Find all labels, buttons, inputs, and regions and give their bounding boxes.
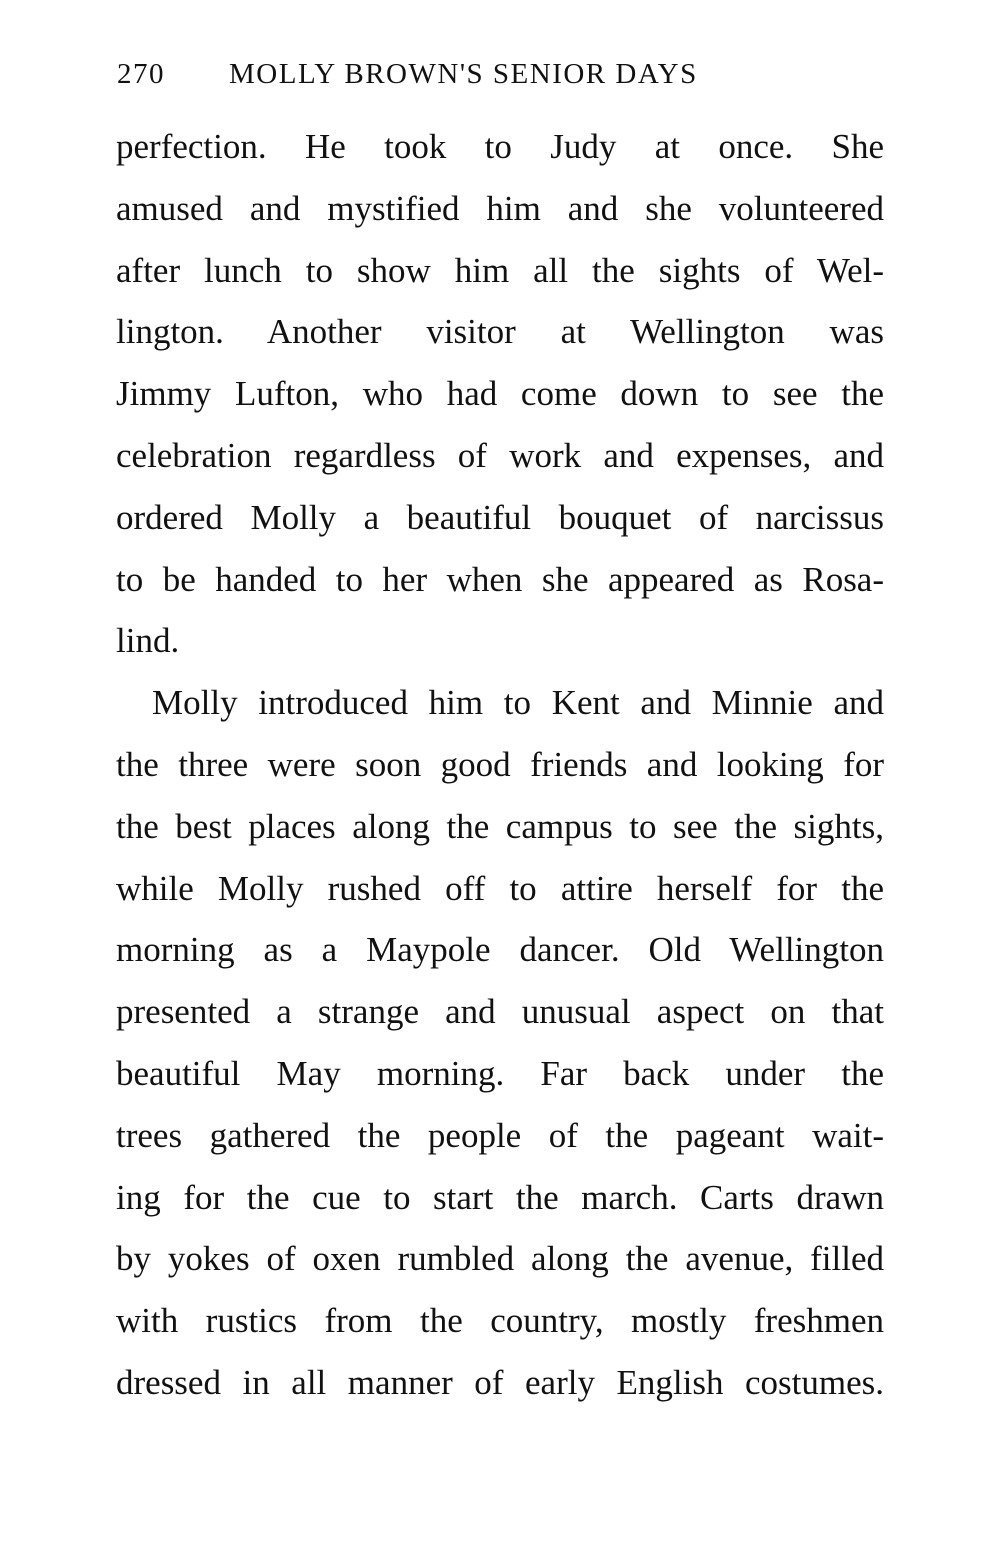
text-line: with rustics from the country, mostly freshmen bbox=[116, 1301, 884, 1341]
text-line: the three were soon good friends and looking for bbox=[116, 744, 884, 784]
body-text bbox=[116, 116, 884, 1414]
text-line: beautiful May morning. Far back under the bbox=[116, 1053, 884, 1093]
text-line: the best places along the campus to see the sights, bbox=[116, 806, 884, 846]
text-line: ing for the cue to start the march. Carts drawn bbox=[116, 1177, 884, 1217]
text-line: Jimmy Lufton, who had come down to see the bbox=[116, 374, 884, 414]
page-number: 270 bbox=[117, 58, 165, 90]
running-header bbox=[117, 58, 887, 91]
text-line: after lunch to show him all the sights of Wel- bbox=[116, 250, 884, 290]
running-title: MOLLY BROWN'S SENIOR DAYS bbox=[229, 58, 698, 90]
text-line: amused and mystified him and she volunteered bbox=[116, 188, 884, 228]
text-line: morning as a Maypole dancer. Old Wellington bbox=[116, 930, 884, 970]
text-line: celebration regardless of work and expenses, and bbox=[116, 435, 884, 475]
text-line: trees gathered the people of the pageant wait- bbox=[116, 1115, 884, 1155]
text-line: ordered Molly a beautiful bouquet of narcissus bbox=[116, 497, 884, 537]
text-line: while Molly rushed off to attire herself for the bbox=[116, 868, 884, 908]
text-line: Molly introduced him to Kent and Minnie and bbox=[152, 683, 884, 723]
text-line: perfection. He took to Judy at once. She bbox=[116, 127, 884, 166]
text-line: lington. Another visitor at Wellington was bbox=[116, 312, 884, 352]
text-line: lind. bbox=[116, 621, 180, 661]
text-line: by yokes of oxen rumbled along the avenue, filled bbox=[116, 1239, 884, 1279]
text-line: to be handed to her when she appeared as Rosa- bbox=[116, 559, 884, 599]
text-line: presented a strange and unusual aspect on that bbox=[116, 992, 884, 1032]
paragraph-2 bbox=[116, 672, 884, 1414]
text-line: dressed in all manner of early English costumes. bbox=[116, 1362, 884, 1402]
paragraph-1 bbox=[116, 116, 884, 672]
